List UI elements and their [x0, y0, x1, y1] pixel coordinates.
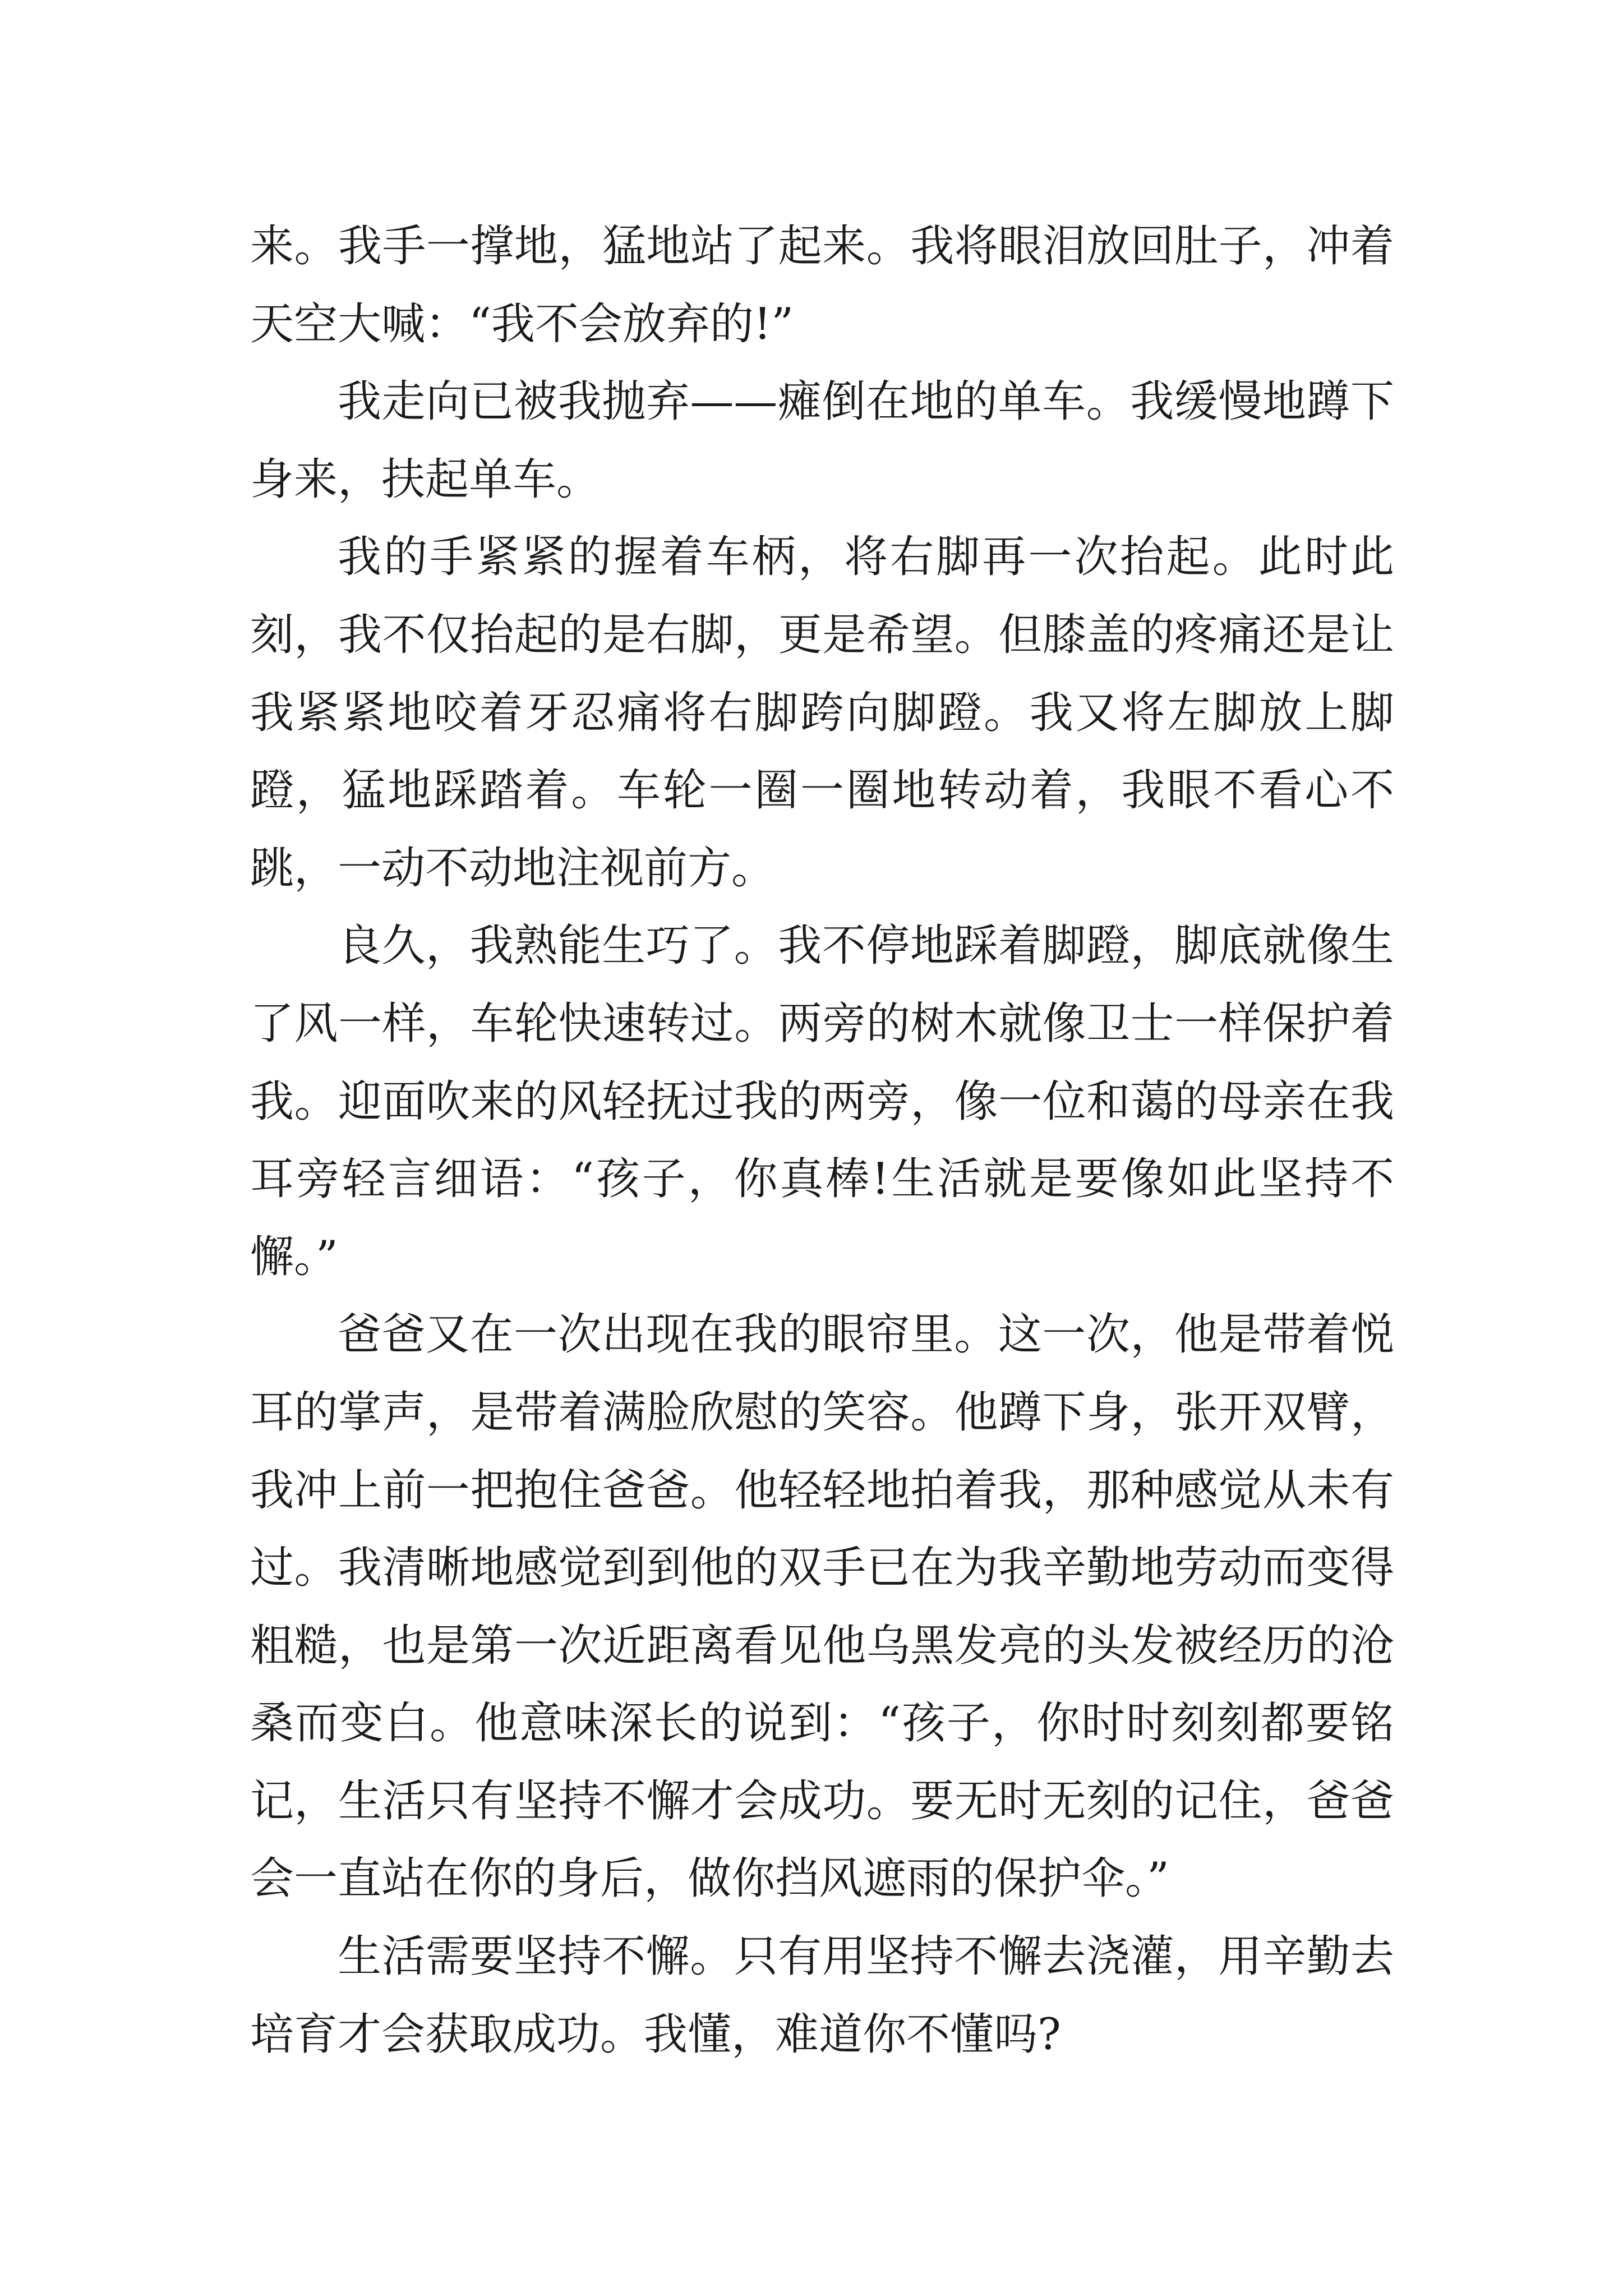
paragraph-5: 爸爸又在一次出现在我的眼帘里。这一次，他是带着悦耳的掌声，是带着满脸欣慰的笑容。他蹲下身，张开双臂，我冲上前一把抱住爸爸。他轻轻地拍着我，那种感觉从未有过。我清晰地感觉到到他的双手已在为我辛勤地劳动而变得粗糙，也是第一次近距离看见他乌黑发亮的头发被经历的沧桑而变白。他意味深长的说到：“孩子，你时时刻刻都要铭记，生活只有坚持不懈才会成功。要无时无刻的记住，爸爸会一直站在你的身后，做你挡风遮雨的保护伞。” [250, 1309, 1394, 1904]
paragraph-4: 良久，我熟能生巧了。我不停地踩着脚蹬，脚底就像生了风一样，车轮快速转过。两旁的树木就像卫士一样保护着我。迎面吹来的风轻抚过我的两旁，像一位和蔼的母亲在我耳旁轻言细语：“孩子，你真棒!生活就是要像如此坚持不懈。” [250, 921, 1394, 1282]
paragraph-6: 生活需要坚持不懈。只有用坚持不懈去浇灌，用辛勤去培育才会获取成功。我懂，难道你不懂吗? [250, 1931, 1394, 2060]
essay-body [250, 208, 1394, 2073]
paragraph-2: 我走向已被我抛弃——瘫倒在地的单车。我缓慢地蹲下身来，扶起单车。 [250, 376, 1394, 505]
paragraph-1: 来。我手一撑地，猛地站了起来。我将眼泪放回肚子，冲着天空大喊：“我不会放弃的!” [250, 221, 1394, 349]
paragraph-3: 我的手紧紧的握着车柄，将右脚再一次抬起。此时此刻，我不仅抬起的是右脚，更是希望。但膝盖的疼痛还是让我紧紧地咬着牙忍痛将右脚跨向脚蹬。我又将左脚放上脚蹬，猛地踩踏着。车轮一圈一圈地转动着，我眼不看心不跳，一动不动地注视前方。 [250, 532, 1394, 894]
